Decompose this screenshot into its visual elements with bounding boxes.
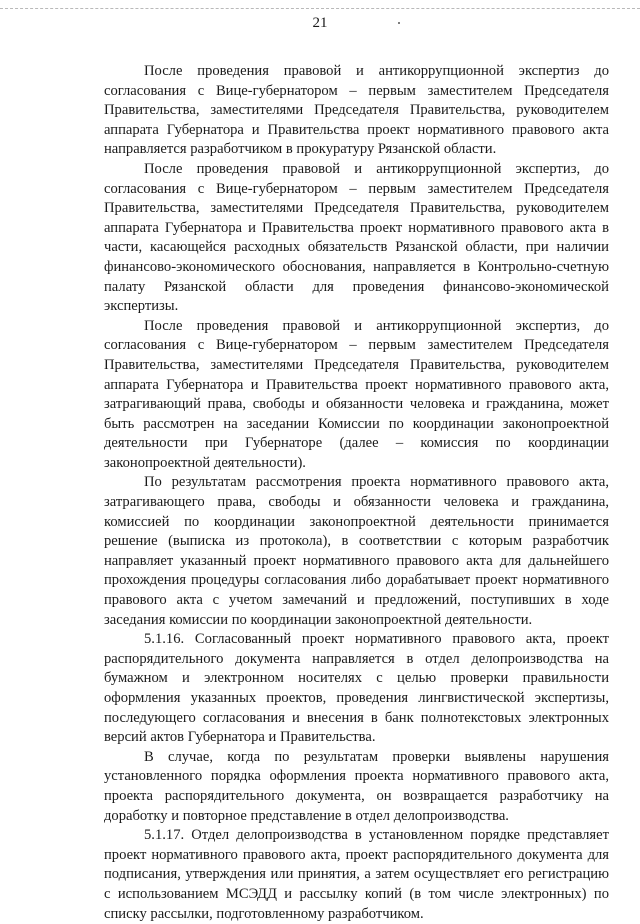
page-top-border [0, 8, 640, 9]
document-body [104, 62, 609, 924]
paragraph-commission-review: После проведения правовой и антикоррупционной экспертиз, до согласования с Вице-губернатором – первым заместителем Председателя Правительства, заместителями Председателя Правительства, руководителем аппарата Губернатора и Правительства проект нормативного правового акта, затрагивающий права, свободы и обязанности человека и гражданина, может быть рассмотрен на заседании Комиссии по координации законопроектной деятельности при Губернаторе (далее – комиссия по координации законопроектной деятельности). [104, 317, 609, 471]
paragraph-return-for-revision: В случае, когда по результатам проверки выявлены нарушения установленного порядка оформления проекта нормативного правового акта, проекта распорядительного документа, он возвращается разработчику на доработку и повторное представление в отдел делопроизводства. [104, 748, 609, 824]
paragraph-clause-5-1-16: 5.1.16. Согласованный проект нормативного правового акта, проект распорядительного документа направляется в отдел делопроизводства на бумажном и электронном носителях с целью проверки правильности оформления указанных проектов, проведения лингвистической экспертизы, последующего согласования и внесения в банк полнотекстовых электронных версий актов Губернатора и Правительства. [104, 631, 609, 746]
scan-speck [398, 22, 400, 24]
paragraph-commission-decision: По результатам рассмотрения проекта нормативного правового акта, затрагивающего права, свободы и обязанности человека и гражданина, комиссией по координации законопроектной деятельности принимается решение (выписка из протокола), в соответствии с которым разработчик направляет указанный проект нормативного правового акта для дальнейшего прохождения процедуры согласования либо дорабатывает проект нормативного правового акта с учетом замечаний и предложений, поступивших в ходе заседания комиссии по координации законопроектной деятельности. [104, 474, 609, 628]
paragraph-prosecutor-review: После проведения правовой и антикоррупционной экспертиз до согласования с Вице-губернатором – первым заместителем Председателя Правительства, заместителями Председателя Правительства, руководителем аппарата Губернатора и Правительства проект нормативного правового акта направляется разработчиком в прокуратуру Рязанской области. [104, 63, 609, 158]
paragraph-clause-5-1-17: 5.1.17. Отдел делопроизводства в установленном порядке представляет проект нормативного правового акта, проект распорядительного документа для подписания, утверждения или принятия, а затем осуществляет его регистрацию с использованием МСЭДД и рассылку копий (в том числе электронных) по списку рассылки, подготовленному разработчиком. [104, 827, 609, 922]
page-number: 21 [312, 15, 328, 31]
paragraph-financial-expertise: После проведения правовой и антикоррупционной экспертиз, до согласования с Вице-губернатором – первым заместителем Председателя Правительства, заместителями Председателя Правительства, руководителем аппарата Губернатора и Правительства проект нормативного правового акта в части, касающейся расходных обязательств Рязанской области, при наличии финансово-экономического обоснования, направляется в Контрольно-счетную палату Рязанской области для проведения финансово-экономической экспертизы. [104, 160, 609, 315]
